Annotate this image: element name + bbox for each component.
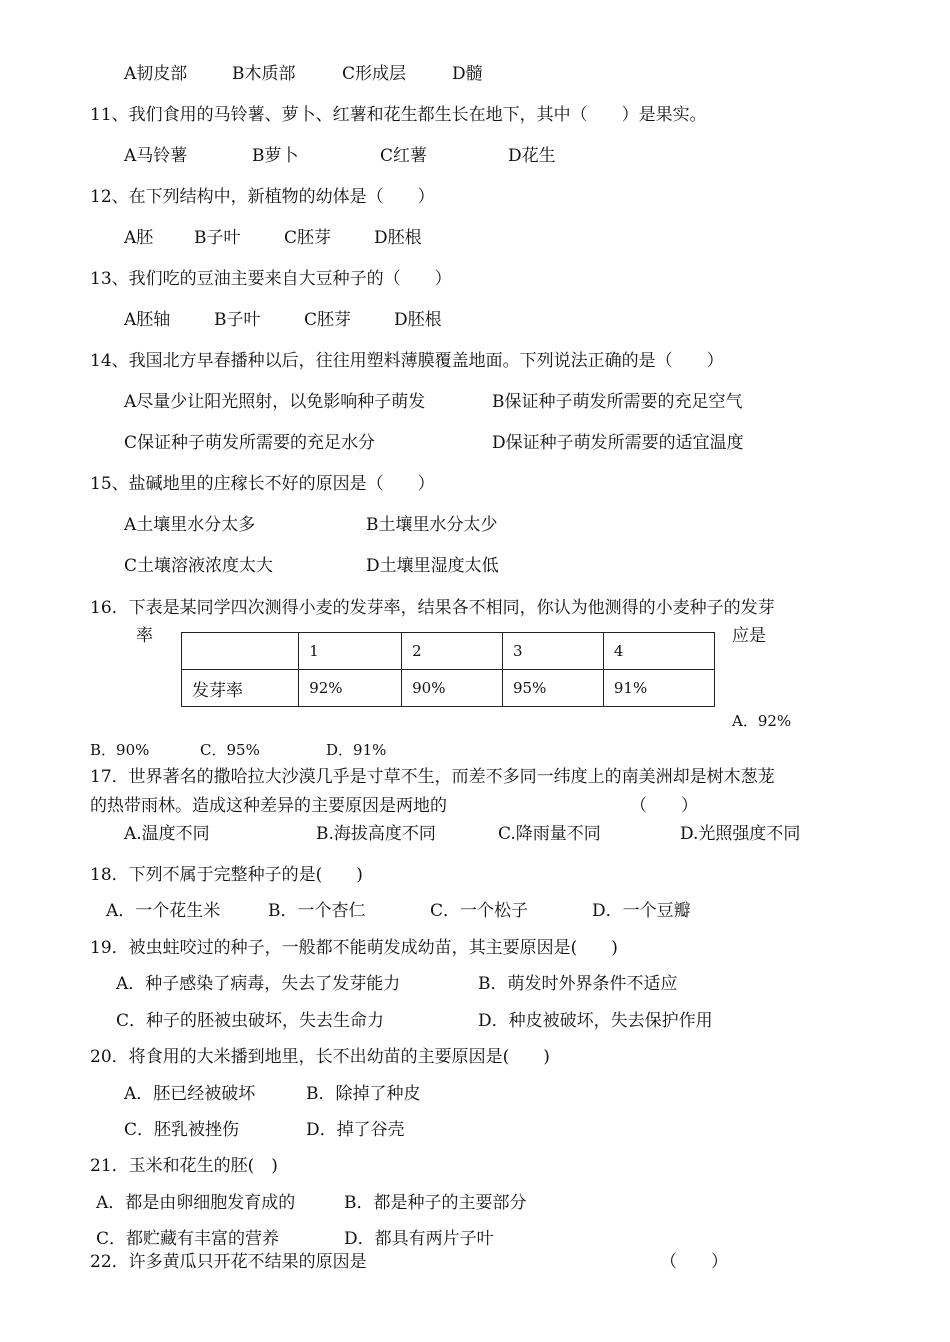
- q11-option-c: C红薯: [380, 146, 428, 166]
- q20-option-a: A．胚已经被破坏: [124, 1084, 256, 1104]
- q12-option-b: B子叶: [194, 228, 241, 248]
- q17-option-a: A.温度不同: [124, 824, 210, 844]
- table-row: [182, 670, 715, 707]
- q18-option-d: D．一个豆瓣: [592, 901, 691, 921]
- q14-option-c: C保证种子萌发所需要的充足水分: [124, 433, 376, 453]
- q10-option-a: A韧皮部: [124, 64, 188, 84]
- q12-stem: 12、在下列结构中，新植物的幼体是（ ）: [90, 187, 435, 207]
- table-row: [182, 633, 715, 670]
- q19-option-d: D．种皮被破坏，失去保护作用: [478, 1011, 713, 1031]
- table-cell: 91%: [603, 670, 714, 707]
- q18-option-a: A．一个花生米: [106, 901, 221, 921]
- q13-option-c: C胚芽: [304, 310, 352, 330]
- table-cell: 发芽率: [182, 670, 299, 707]
- q13-option-d: D胚根: [394, 310, 442, 330]
- q19-option-b: B．萌发时外界条件不适应: [478, 974, 678, 994]
- q16-option-d: D．91%: [326, 741, 387, 759]
- q21-option-c: C．都贮藏有丰富的营养: [96, 1229, 280, 1249]
- q15-option-a: A土壤里水分太多: [124, 515, 256, 535]
- q16-stem: 16．下表是某同学四次测得小麦的发芽率，结果各不相同，你认为他测得的小麦种子的发芽: [90, 598, 775, 618]
- q16-option-a: A．92%: [732, 712, 792, 730]
- q20-stem: 20．将食用的大米播到地里，长不出幼苗的主要原因是( ): [90, 1047, 550, 1067]
- q12-option-d: D胚根: [374, 228, 422, 248]
- q13-option-b: B子叶: [214, 310, 261, 330]
- table-cell: 2: [402, 633, 503, 670]
- q10-option-b: B木质部: [232, 64, 296, 84]
- q18-stem: 18．下列不属于完整种子的是( ): [90, 865, 363, 885]
- q18-option-c: C．一个松子: [430, 901, 529, 921]
- q16-option-c: C．95%: [200, 741, 260, 759]
- q20-option-d: D．掉了谷壳: [306, 1120, 405, 1140]
- q11-option-a: A马铃薯: [124, 146, 188, 166]
- q12-option-a: A胚: [124, 228, 154, 248]
- q22-stem: 22．许多黄瓜只开花不结果的原因是: [90, 1252, 367, 1272]
- q16-option-b: B．90%: [90, 741, 150, 759]
- q17-stem-line-1: 17．世界著名的撒哈拉大沙漠几乎是寸草不生，而差不多同一纬度上的南美洲却是树木葱茏: [90, 767, 775, 787]
- q16-stem-end: 应是: [732, 626, 766, 646]
- q10-option-c: C形成层: [342, 64, 407, 84]
- q11-option-b: B萝卜: [252, 146, 299, 166]
- q19-stem: 19．被虫蛀咬过的种子，一般都不能萌发成幼苗，其主要原因是( ): [90, 938, 618, 958]
- q17-option-d: D.光照强度不同: [680, 824, 801, 844]
- table-cell: 92%: [299, 670, 402, 707]
- q15-option-c: C土壤溶液浓度太大: [124, 556, 274, 576]
- q15-stem: 15、盐碱地里的庄稼长不好的原因是（ ）: [90, 474, 435, 494]
- q21-option-d: D．都具有两片子叶: [344, 1229, 494, 1249]
- q17-option-b: B.海拔高度不同: [316, 824, 436, 844]
- q22-answer-blank: （ ）: [660, 1252, 728, 1272]
- q13-stem: 13、我们吃的豆油主要来自大豆种子的（ ）: [90, 269, 452, 289]
- q17-option-c: C.降雨量不同: [498, 824, 601, 844]
- q11-option-d: D花生: [508, 146, 556, 166]
- q17-stem-line-2: 的热带雨林。造成这种差异的主要原因是两地的: [90, 796, 447, 816]
- q14-option-b: B保证种子萌发所需要的充足空气: [492, 392, 743, 412]
- q20-option-c: C．胚乳被挫伤: [124, 1120, 240, 1140]
- germination-rate-table: [181, 632, 715, 707]
- q21-stem: 21．玉米和花生的胚( ): [90, 1156, 278, 1176]
- table-cell: 3: [503, 633, 604, 670]
- q19-option-a: A．种子感染了病毒，失去了发芽能力: [116, 974, 401, 994]
- q18-option-b: B．一个杏仁: [268, 901, 366, 921]
- q19-option-c: C．种子的胚被虫破坏，失去生命力: [116, 1011, 385, 1031]
- table-cell: 4: [603, 633, 714, 670]
- q21-option-a: A．都是由卵细胞发育成的: [96, 1193, 296, 1213]
- table-cell: 95%: [503, 670, 604, 707]
- q17-answer-blank: （ ）: [630, 796, 698, 816]
- table-cell: 1: [299, 633, 402, 670]
- q12-option-c: C胚芽: [284, 228, 332, 248]
- q14-option-a: A尽量少让阳光照射，以免影响种子萌发: [124, 392, 426, 412]
- q15-option-b: B土壤里水分太少: [366, 515, 498, 535]
- q21-option-b: B．都是种子的主要部分: [344, 1193, 527, 1213]
- q13-option-a: A胚轴: [124, 310, 171, 330]
- q15-option-d: D土壤里湿度太低: [366, 556, 499, 576]
- table-cell: [182, 633, 299, 670]
- table-cell: 90%: [402, 670, 503, 707]
- q10-option-d: D髓: [452, 64, 483, 84]
- q16-stem-rate: 率: [136, 626, 153, 646]
- q20-option-b: B．除掉了种皮: [306, 1084, 421, 1104]
- q14-stem: 14、我国北方早春播种以后，往往用塑料薄膜覆盖地面。下列说法正确的是（ ）: [90, 351, 724, 371]
- q14-option-d: D保证种子萌发所需要的适宜温度: [492, 433, 744, 453]
- q11-stem: 11、我们食用的马铃薯、萝卜、红薯和花生都生长在地下，其中（ ）是果实。: [90, 105, 707, 125]
